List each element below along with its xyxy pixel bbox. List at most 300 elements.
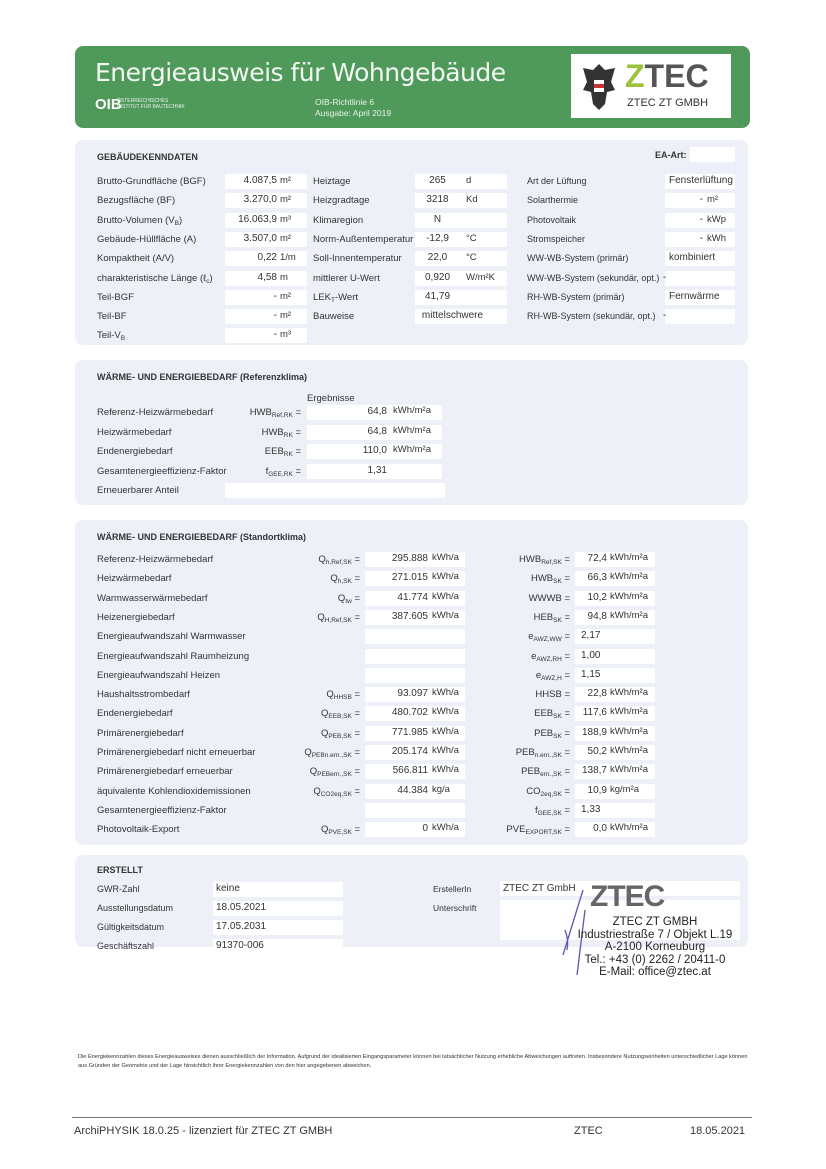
field-unit-specific: kWh/m²a: [610, 706, 648, 718]
field-label: Photovoltaik-Export: [97, 824, 180, 836]
field-label: WW-WB-System (primär): [527, 253, 629, 264]
symbol: HWB: [261, 426, 284, 438]
unterschrift-label: Unterschrift: [433, 903, 477, 913]
symbol-subscript: RK: [283, 431, 293, 439]
label-subscript: B: [174, 219, 179, 227]
equals-sign: =: [351, 727, 360, 739]
ea-art-value: [690, 147, 735, 162]
symbol-subscript: GEE,RK: [268, 470, 293, 478]
section-title: GEBÄUDEKENNDATEN: [97, 152, 198, 162]
disclaimer: Die Energiekennzahlen dieses Energieausweises dienen ausschließlich der Information. Aufgrund der idealisierten Eingangsparameter können bei tatsächlicher Nutzung erhebliche Abweichungen auftreten. Insbesondere Nutzungseinheiten unterschiedlicher Lage können aus Gründen der Geometrie und der Lage hinsichtlich ihrer Energiekennzahlen von den hier angegebenen abweichen.: [78, 1054, 748, 1069]
field-label: Gesamtenergieeffizienz-Faktor: [97, 465, 227, 477]
field-value: 64,8: [367, 425, 387, 437]
symbol-subscript: GEE,SK: [537, 809, 562, 817]
stamp-address: [555, 916, 755, 979]
equals-sign: =: [351, 592, 360, 604]
field-value-specific: 117,6: [582, 707, 607, 719]
symbol: HWB: [519, 554, 542, 565]
formula-symbol: [215, 466, 301, 478]
formula-symbol: [265, 824, 360, 836]
field-unit-specific: kWh/m²a: [610, 609, 648, 621]
field-unit: kWh/a: [432, 609, 459, 621]
field-unit: °C: [466, 232, 477, 244]
formula-symbol-specific: [475, 670, 570, 682]
field-label: [97, 176, 206, 187]
label-suffix: -Wert: [334, 291, 358, 303]
field-value-specific: 10,9: [587, 784, 607, 796]
symbol: e: [535, 669, 542, 681]
field-label: [313, 215, 363, 226]
field-value-specific: 1,33: [581, 803, 601, 815]
symbol: Q: [309, 766, 318, 778]
stamp-tel: Tel.: +43 (0) 2262 / 20411-0: [584, 953, 726, 966]
equals-sign: =: [351, 554, 360, 565]
symbol: EEB: [264, 446, 284, 457]
equals-sign: =: [561, 824, 570, 836]
symbol-subscript: SK: [553, 616, 562, 624]
symbol-subscript: HHSB: [333, 694, 352, 702]
field-unit: kWh/m²a: [393, 444, 431, 455]
field-label: Art der Lüftung: [527, 176, 587, 186]
field-label: Gültigkeitsdatum: [97, 922, 165, 932]
field-unit-specific: kg/m²a: [610, 783, 640, 795]
symbol-subscript: ern.,SK: [540, 771, 562, 779]
label-text: Kompaktheit (A/V): [97, 253, 175, 265]
field-unit: m²: [280, 175, 292, 186]
field-value: 480.702: [391, 707, 428, 719]
field-value-specific: 10,2: [587, 591, 607, 603]
symbol: PEB: [521, 766, 541, 778]
symbol-subscript: SK: [553, 713, 562, 721]
formula-symbol-specific: [475, 805, 570, 817]
formula-symbol: [265, 786, 360, 798]
equals-sign: =: [292, 465, 301, 477]
field-value: -: [663, 271, 667, 283]
value-box: [225, 483, 445, 498]
field-value: 387.605: [391, 610, 428, 622]
symbol: HHSB: [535, 689, 562, 701]
field-unit: m³: [280, 329, 292, 341]
field-label: Photovoltaik: [527, 214, 577, 225]
field-value-specific: 138,7: [581, 765, 607, 777]
symbol: f: [534, 804, 538, 816]
field-value: 205.174: [391, 746, 428, 757]
value-box: [365, 803, 465, 818]
symbol: Q: [304, 747, 312, 758]
field-label: WW-WB-System (sekundär, opt.): [527, 272, 660, 283]
symbol-subscript: EXPORT,SK: [525, 829, 562, 837]
section-title: WÄRME- UND ENERGIEBEDARF (Standortklima): [97, 532, 307, 542]
field-value: 0: [422, 823, 428, 835]
field-value: 4,58: [257, 271, 277, 283]
symbol: Q: [330, 573, 338, 585]
symbol: Q: [337, 592, 346, 604]
field-value: -: [663, 310, 667, 322]
equals-sign: =: [292, 446, 301, 457]
label-text: Heizgradtage: [313, 195, 370, 207]
field-value: -: [699, 232, 703, 244]
field-value: 295.888: [391, 553, 428, 564]
section-title: WÄRME- UND ENERGIEBEDARF (Referenzklima): [97, 372, 308, 382]
field-label: Energieaufwandszahl Heizen: [97, 669, 221, 681]
footer-company: ZTEC: [574, 1125, 603, 1137]
formula-symbol-specific: [475, 766, 570, 778]
ersteller-value: ZTEC ZT GmbH: [503, 883, 576, 894]
symbol-subscript: PVE,SK: [328, 829, 352, 837]
stamp-logo: ZTEC: [590, 880, 665, 913]
equals-sign: =: [351, 785, 360, 797]
field-label: [313, 176, 351, 187]
symbol-subscript: AWZ,WW: [533, 636, 562, 644]
field-value-specific: 2,17: [581, 630, 601, 642]
field-label: [97, 273, 213, 285]
equals-sign: =: [561, 804, 570, 816]
field-unit: m: [280, 271, 288, 283]
formula-symbol-specific: [475, 747, 570, 759]
symbol: WWWB: [528, 592, 562, 604]
symbol-subscript: h,Ref,SK: [325, 559, 352, 566]
field-label: [97, 215, 182, 227]
field-value: kombiniert: [669, 252, 716, 264]
field-value: Fernwärme: [669, 290, 720, 302]
field-value: 3.507,0: [243, 232, 277, 244]
equals-sign: =: [561, 689, 570, 701]
symbol-subscript: AWZ,H: [541, 674, 562, 682]
equals-sign: =: [351, 573, 360, 585]
label-subscript: c: [206, 277, 210, 285]
field-value: 3.270,0: [243, 194, 277, 206]
field-value: 22,0: [427, 252, 448, 264]
field-value-specific: 188,9: [581, 726, 607, 738]
field-value: 4.087,5: [243, 175, 277, 186]
field-value: 44.384: [397, 784, 428, 796]
field-value: keine: [216, 883, 240, 894]
field-label: [97, 292, 134, 303]
field-value: 41,79: [424, 290, 451, 302]
standortklima-panel: [75, 520, 748, 845]
field-unit-specific: kWh/m²a: [610, 590, 648, 602]
formula-symbol-specific: [475, 786, 570, 798]
footer-divider: [72, 1117, 752, 1118]
symbol-subscript: PEB,SK: [328, 732, 352, 740]
field-value: 3218: [426, 194, 449, 206]
symbol: Q: [320, 708, 329, 720]
field-unit: m²: [280, 232, 292, 244]
field-label: [313, 253, 402, 264]
symbol-subscript: Ref,RK: [271, 412, 293, 419]
label-text: Teil-V: [97, 330, 121, 342]
field-label: Heizenergiebedarf: [97, 611, 175, 623]
field-value: -: [699, 194, 703, 206]
field-label: Endenergiebedarf: [97, 446, 173, 457]
field-unit: kWh/a: [432, 687, 459, 699]
field-unit: m²: [280, 194, 292, 206]
document-title: Energieausweis für Wohngebäude: [95, 58, 506, 87]
field-value-specific: 1,00: [581, 649, 601, 661]
stamp-city: A-2100 Korneuburg: [604, 941, 706, 953]
label-suffix: ): [178, 214, 183, 226]
field-value: 93.097: [397, 688, 428, 700]
field-value: -: [699, 213, 703, 225]
company-stamp: [555, 880, 755, 990]
field-value: 0,22: [257, 252, 277, 264]
symbol: Q: [313, 785, 321, 797]
field-value: 64,8: [367, 406, 387, 417]
equals-sign: =: [561, 611, 570, 623]
symbol: HWB: [530, 573, 554, 585]
field-unit: kWh/a: [432, 552, 459, 563]
field-label: [97, 330, 125, 342]
field-unit: m²: [707, 194, 719, 206]
field-value: Fensterlüftung: [669, 175, 733, 186]
label-text: Klimaregion: [313, 214, 364, 226]
symbol-subscript: n.ern.,SK: [534, 752, 562, 759]
field-label: Endenergiebedarf: [97, 708, 173, 720]
field-unit: kWh: [707, 232, 726, 244]
symbol-subscript: SK: [553, 732, 562, 740]
richtlinie: OIB-Richtlinie 6: [315, 97, 375, 107]
stamp-name: ZTEC ZT GMBH: [612, 916, 698, 928]
label-text: mittlerer U-Wert: [313, 272, 380, 284]
field-value: -: [273, 310, 277, 322]
label-text: Norm-Außentemperatur: [313, 233, 414, 245]
field-unit: W/m²K: [466, 271, 496, 283]
symbol: PVE: [506, 824, 526, 836]
symbol: Q: [318, 554, 326, 565]
field-label: [97, 195, 175, 206]
formula-symbol: [215, 446, 301, 458]
field-label: Primärenergiebedarf: [97, 727, 184, 739]
field-value-specific: 66,3: [587, 572, 607, 584]
field-label: Solarthermie: [527, 195, 579, 206]
field-value: 265: [429, 175, 446, 186]
field-unit: 1/m: [280, 252, 296, 264]
field-value-specific: 0,0: [593, 823, 607, 835]
symbol: CO: [526, 785, 541, 797]
symbol: PEB: [534, 727, 554, 739]
field-unit: d: [466, 175, 472, 186]
equals-sign: =: [292, 426, 301, 438]
label-text: Bezugsfläche (BF): [97, 195, 176, 207]
oib-logo: OIB: [95, 96, 122, 113]
field-label: Erneuerbarer Anteil: [97, 485, 179, 496]
formula-symbol-specific: [475, 554, 570, 566]
field-value: 16.063,9: [238, 213, 277, 225]
field-unit: kWh/a: [432, 590, 459, 602]
formula-symbol: [265, 573, 360, 585]
field-label: [97, 253, 174, 264]
label-text: Gebäude-Hüllfläche (A): [97, 233, 197, 245]
symbol: f: [265, 465, 269, 477]
formula-symbol: [265, 612, 360, 624]
formula-symbol-specific: [475, 728, 570, 740]
field-unit-specific: kWh/m²a: [610, 725, 648, 737]
ersteller-label: ErstellerIn: [433, 884, 472, 894]
equals-sign: =: [561, 554, 570, 565]
field-label: Heizwärmebedarf: [97, 573, 172, 585]
symbol: Q: [320, 824, 329, 836]
label-suffix: ): [209, 272, 213, 284]
symbol: HWB: [249, 407, 272, 418]
field-label: [313, 292, 358, 304]
symbol-subscript: Ref,SK: [541, 559, 562, 566]
formula-symbol-specific: [475, 612, 570, 624]
gebaeudekenndaten-panel: [75, 140, 748, 345]
label-text: charakteristische Länge (ℓ: [97, 272, 207, 284]
symbol-subscript: PEBn.ern.,SK: [311, 752, 352, 759]
label-text: Bauweise: [313, 311, 355, 323]
oib-subtitle: ÖSTERREICHISCHES INSTITUT FÜR BAUTECHNIK: [117, 98, 185, 110]
field-value: mittelschwere: [421, 310, 484, 322]
field-label: [97, 234, 196, 245]
equals-sign: =: [561, 573, 570, 585]
field-label: Ausstellungsdatum: [97, 903, 174, 913]
equals-sign: =: [561, 650, 570, 662]
equals-sign: =: [561, 708, 570, 720]
symbol-subscript: 2eq,SK: [540, 790, 562, 798]
symbol-subscript: EEB,SK: [328, 713, 352, 721]
field-label: [313, 273, 380, 284]
symbol: e: [531, 650, 537, 662]
field-value: -12,9: [426, 232, 449, 244]
formula-symbol-specific: [475, 824, 570, 836]
equals-sign: =: [351, 611, 360, 623]
field-value: 110,0: [362, 445, 387, 456]
field-unit-specific: kWh/m²a: [610, 745, 648, 756]
field-label: Referenz-Heizwärmebedarf: [97, 407, 214, 418]
equals-sign: =: [561, 592, 570, 604]
field-value-specific: 94,8: [587, 610, 607, 622]
symbol: Q: [326, 689, 334, 701]
value-box: [365, 668, 465, 683]
results-header: Ergebnisse: [307, 393, 355, 404]
field-unit: kWh/m²a: [393, 424, 431, 436]
label-subscript: B: [120, 335, 126, 343]
field-value: N: [433, 213, 442, 225]
formula-symbol: [265, 766, 360, 778]
symbol-subscript: SK: [553, 578, 562, 586]
field-unit: m²: [280, 310, 292, 322]
formula-symbol: [265, 708, 360, 720]
field-label: Energieaufwandszahl Warmwasser: [97, 631, 246, 643]
field-label: Warmwasserwärmebedarf: [97, 592, 208, 604]
field-label: Referenz-Heizwärmebedarf: [97, 554, 214, 565]
value-box: [665, 309, 735, 324]
field-label: GWR-Zahl: [97, 884, 140, 894]
field-label: Primärenergiebedarf erneuerbar: [97, 766, 233, 778]
stamp-street: Industriestraße 7 / Objekt L.19: [577, 928, 733, 941]
field-label: [313, 311, 354, 322]
field-label: Stromspeicher: [527, 233, 586, 244]
equals-sign: =: [561, 747, 570, 758]
footer-software: ArchiPHYSIK 18.0.25 - lizenziert für ZTEC ZT GMBH: [74, 1125, 333, 1137]
symbol-subscript: RK: [283, 451, 293, 458]
stamp-email: E-Mail: office@ztec.at: [599, 966, 711, 978]
symbol-subscript: tw: [345, 597, 352, 605]
symbol: EEB: [534, 708, 554, 720]
field-value-specific: 1,15: [581, 668, 601, 680]
field-value: 771.985: [391, 726, 428, 738]
field-label: Gesamtenergieeffizienz-Faktor: [97, 804, 227, 816]
label-text: Teil-BF: [97, 311, 127, 323]
value-box: [365, 649, 465, 664]
formula-symbol: [265, 593, 360, 605]
field-unit: kWp: [707, 213, 726, 225]
formula-symbol: [265, 689, 360, 701]
field-unit-specific: kWh/m²a: [610, 552, 648, 563]
ausgabe: Ausgabe: April 2019: [315, 108, 392, 118]
field-unit: kWh/a: [432, 822, 459, 834]
equals-sign: =: [351, 747, 360, 758]
formula-symbol: [265, 728, 360, 740]
equals-sign: =: [351, 766, 360, 778]
formula-symbol-specific: [475, 593, 570, 604]
field-label: Geschäftszahl: [97, 941, 155, 951]
field-unit: m²: [280, 290, 292, 302]
field-unit-specific: kWh/m²a: [610, 764, 648, 776]
document-header: [75, 46, 750, 128]
section-title: ERSTELLT: [97, 865, 143, 875]
label-subscript: T: [330, 296, 335, 304]
label-text: Heiztage: [313, 176, 351, 187]
field-value-specific: 22,8: [587, 688, 607, 700]
field-unit-specific: kWh/m²a: [610, 687, 648, 699]
field-unit: kWh/a: [432, 745, 459, 756]
label-text: Brutto-Volumen (V: [97, 214, 175, 226]
field-label: [313, 234, 413, 245]
field-label: RH-WB-System (sekundär, opt.): [527, 311, 656, 322]
label-text: LEK: [313, 291, 331, 303]
formula-symbol-specific: [475, 708, 570, 720]
field-value: 271.015: [391, 572, 428, 584]
symbol-subscript: H,Ref,SK: [324, 616, 352, 624]
field-value: 91370-006: [216, 940, 264, 951]
symbol: e: [528, 631, 534, 643]
field-label: [313, 195, 370, 206]
equals-sign: =: [561, 631, 570, 643]
symbol: HEB: [533, 611, 554, 623]
field-unit: kWh/m²a: [393, 405, 431, 416]
field-unit: kg/a: [432, 783, 450, 795]
company-logo: [571, 54, 731, 118]
formula-symbol: [215, 427, 301, 439]
field-value-specific: 50,2: [587, 746, 607, 757]
formula-symbol: [265, 747, 360, 759]
austrian-eagle-icon: [579, 60, 619, 112]
equals-sign: =: [561, 766, 570, 778]
equals-sign: =: [561, 727, 570, 739]
formula-symbol-specific: [475, 689, 570, 700]
field-unit: kWh/a: [432, 706, 459, 718]
field-value-specific: 72,4: [587, 553, 607, 564]
equals-sign: =: [351, 708, 360, 720]
field-unit: m³: [280, 213, 292, 225]
label-text: Soll-Innentemperatur: [313, 253, 402, 265]
field-label: RH-WB-System (primär): [527, 291, 625, 302]
formula-symbol: [265, 554, 360, 566]
equals-sign: =: [561, 669, 570, 681]
logo-text: ZTEC: [625, 58, 709, 94]
field-value: -: [273, 329, 277, 341]
field-unit-specific: kWh/m²a: [610, 822, 648, 834]
field-unit: kWh/a: [432, 764, 459, 776]
field-unit: kWh/a: [432, 725, 459, 737]
symbol: PEB: [515, 747, 535, 758]
symbol-subscript: h,SK: [337, 578, 352, 586]
value-box: [665, 271, 735, 286]
field-unit: kWh/a: [432, 571, 459, 583]
field-label: Heizwärmebedarf: [97, 426, 172, 438]
